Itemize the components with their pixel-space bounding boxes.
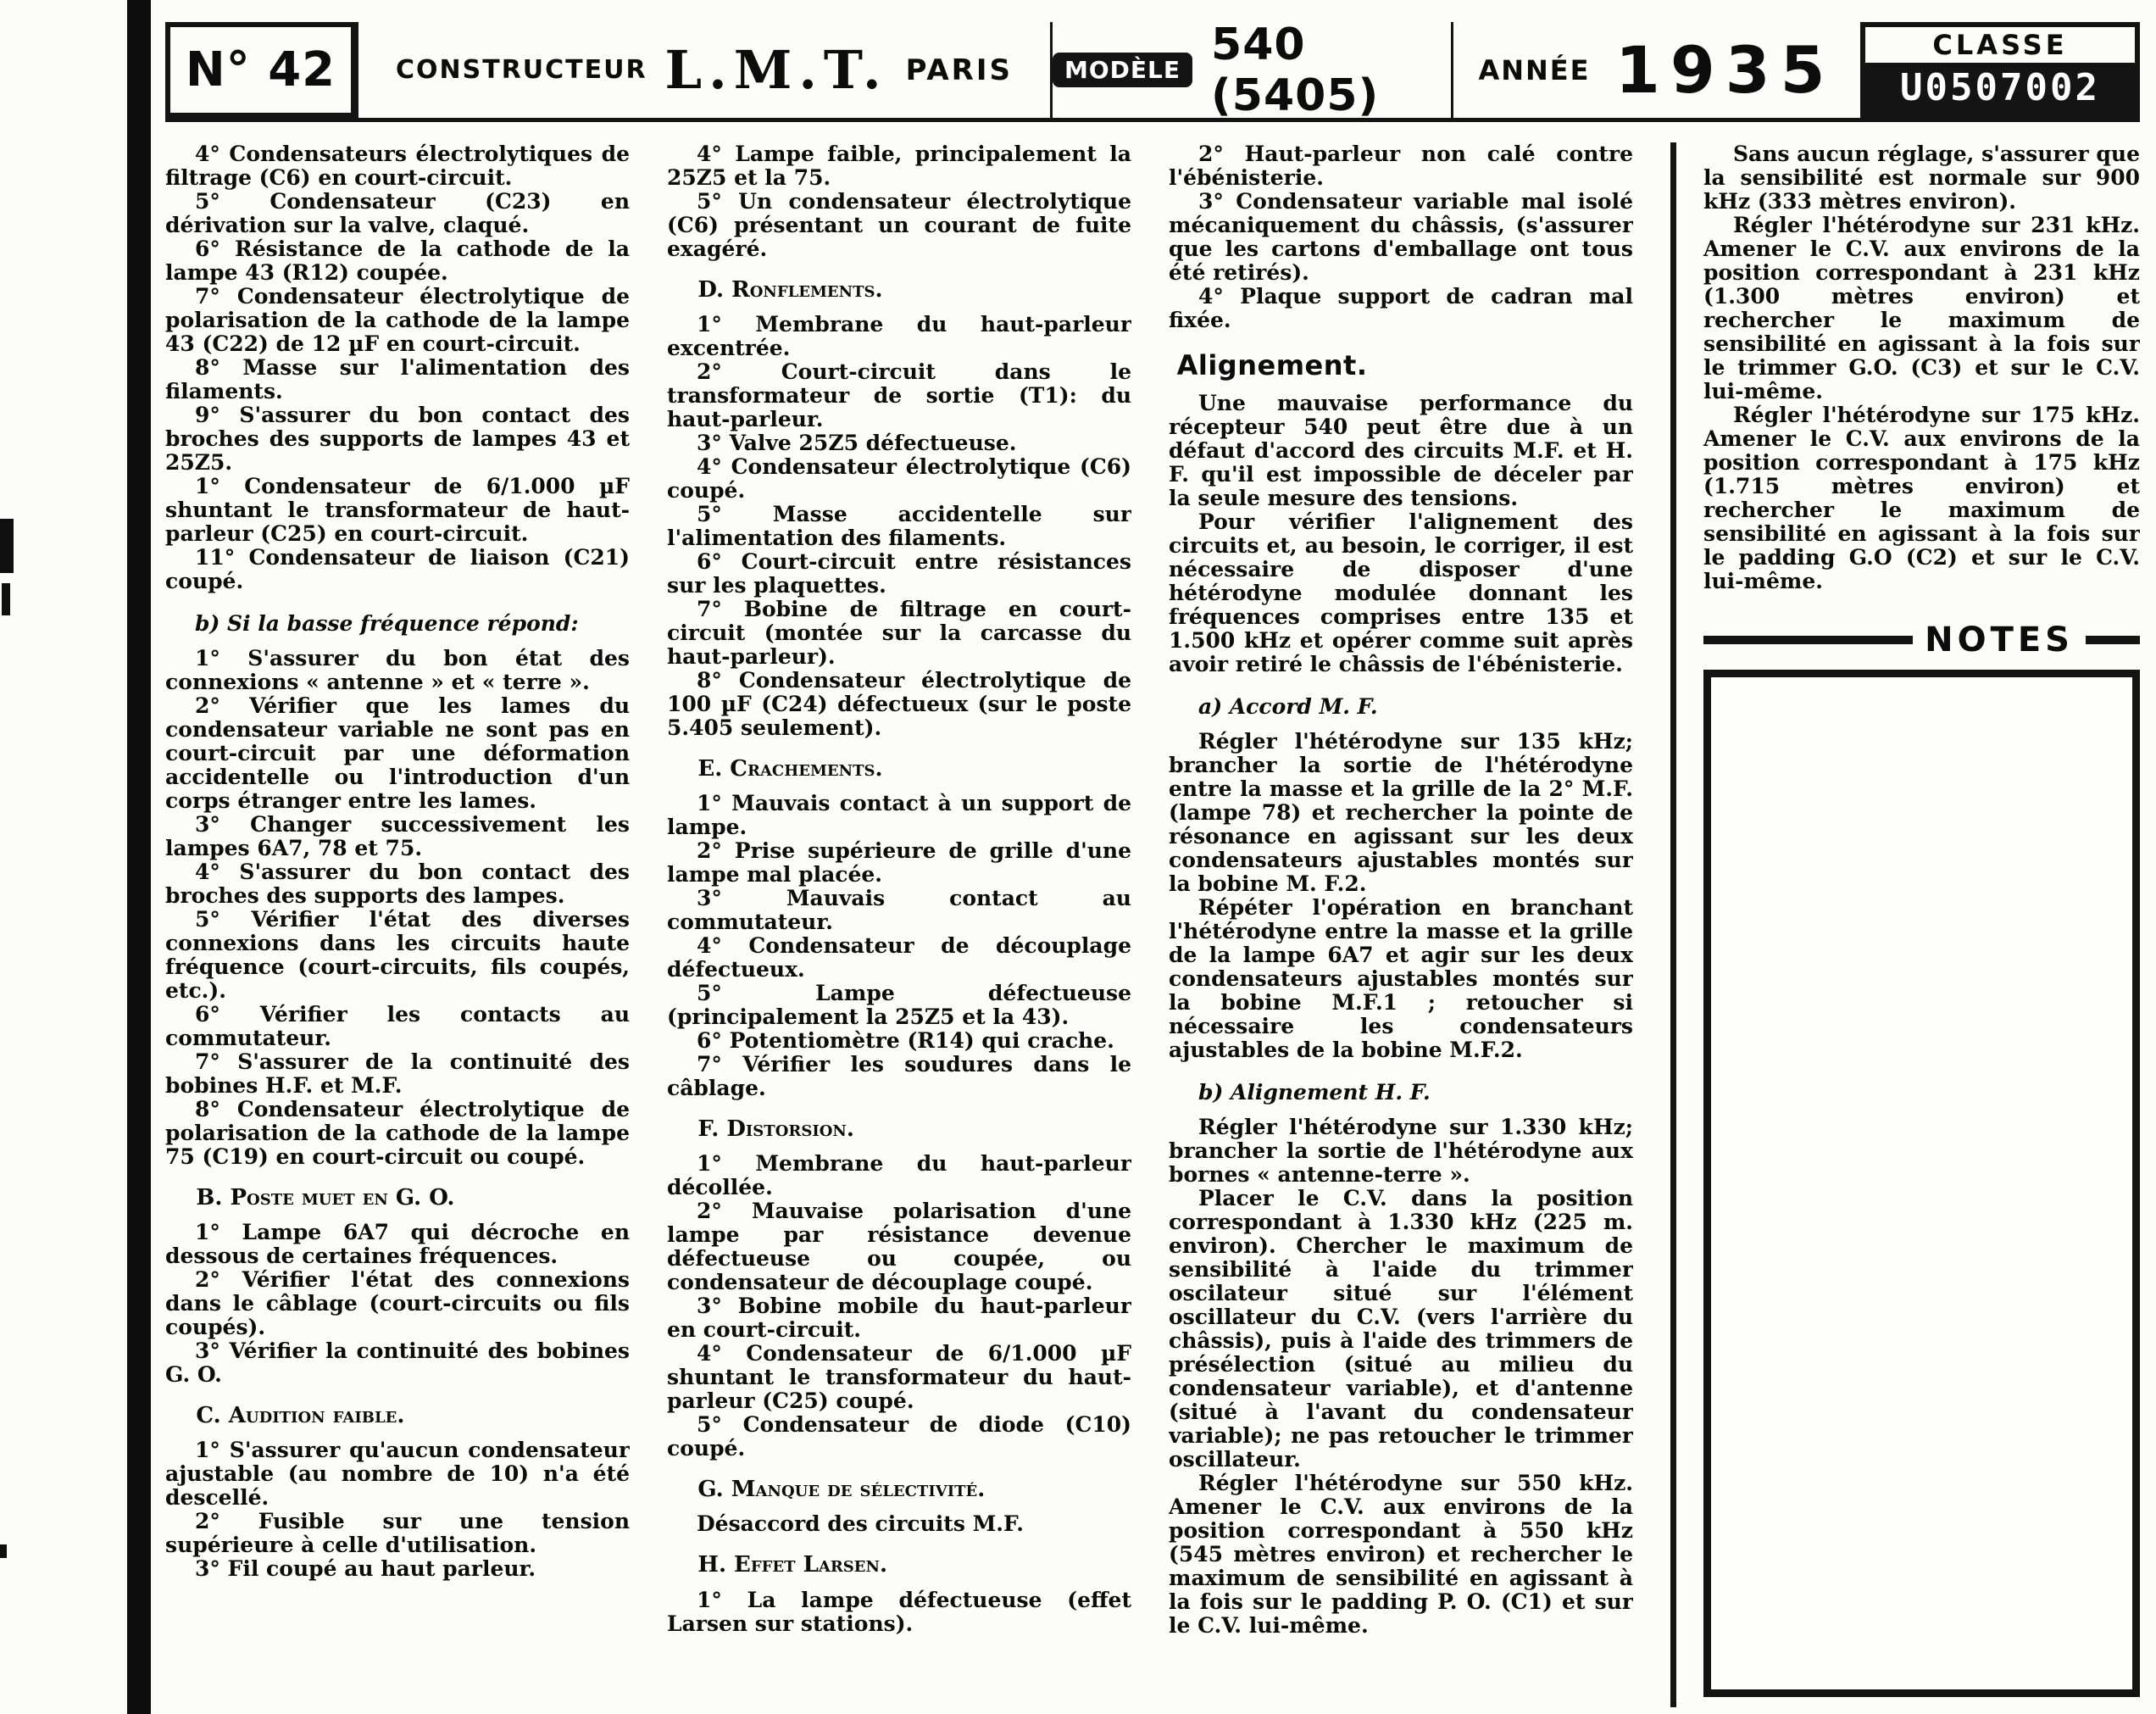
text-paragraph: Placer le C.V. dans la position correspondant à 1.330 kHz (225 m. environ). Chercher le maximum de sensibilité à l'aide du trimmer oscilateur situé sur l'élément oscillateur du C.V. (vers l'arrière du châssis), puis à l'aide des trimmers de présélection (situé au milieu du condensateur variable), et d'antenne (situé à l'avant du condensateur variable); ne pas retoucher le trimmer oscillateur. [1169,1185,1633,1472]
column-4-wrapper [1670,142,2140,1707]
text-item: 4° Condensateur de découplage défectueux. [667,933,1131,982]
page-body [165,142,2140,1707]
column-4 [1703,142,2140,593]
text-item: 5° Un condensateur électrolytique (C6) présentant un courant de fuite exagéré. [667,189,1131,261]
scan-artifact [2,583,10,615]
constructeur-name: L.M.T. [664,39,888,101]
notes-header [1703,620,2140,659]
notes-title: NOTES [1925,620,2074,659]
modele-section [1053,19,1451,121]
text-item: 8° Condensateur électrolytique de 100 µF (C24) défectueux (sur le poste 5.405 seulement). [667,668,1131,741]
text-paragraph: Une mauvaise performance du récepteur 540 peut être due à un défaut d'accord des circuits M.F. et H. F. qu'il est impossible de déceler par la seule mesure des tensions. [1169,390,1633,510]
text-item: Désaccord des circuits M.F. [697,1511,1024,1537]
text-item: 2° Mauvaise polarisation d'une lampe par résistance devenue défectueuse ou coupée, ou condensateur de découplage coupé. [667,1199,1131,1295]
section-heading: C. Audition faible. [196,1403,405,1429]
text-item: 2° Vérifier que les lames du condensateur variable ne sont pas en court-circuit par une déformation accidentelle ou l'introduction d'un corps étranger entre les lames. [165,693,630,813]
text-paragraph: Régler l'hétérodyne sur 1.330 kHz; brancher la sortie de l'hétérodyne aux bornes « antenne-terre ». [1169,1114,1633,1187]
text-item: 3° Fil coupé au haut parleur. [195,1556,536,1582]
annee-value: 1935 [1614,32,1836,108]
text-item: 3° Vérifier la continuité des bobines G. O. [165,1338,630,1388]
section-heading: G. Manque de sélectivité. [697,1477,986,1503]
section-heading: D. Ronflements. [697,277,883,303]
text-item: 1° S'assurer qu'aucun condensateur ajustable (au nombre de 10) n'a été descellé. [165,1438,630,1511]
text-item: 4° S'assurer du bon contact des broches des supports des lampes. [165,860,630,908]
text-paragraph: Régler l'hétérodyne sur 550 kHz. Amener le C.V. aux environs de la position correspondant à 550 kHz (545 mètres environ) et rechercher le maximum de sensibilité en agissant à la fois sur le padding P. O. (C1) et sur le C.V. lui-même. [1169,1470,1633,1638]
text-item: 2° Vérifier l'état des connexions dans le câblage (court-circuits ou fils coupés). [165,1267,630,1340]
text-item: 1° Membrane du haut-parleur décollée. [667,1151,1131,1200]
column-2 [667,142,1131,1707]
notes-box [1703,670,2140,1697]
major-heading: Alignement. [1176,349,1368,381]
constructeur-label: CONSTRUCTEUR [396,55,647,85]
modele-label-tag: MODÈLE [1053,53,1192,87]
text-item: 6° Vérifier les contacts au commutateur. [165,1002,630,1050]
text-item: 3° Mauvais contact au commutateur. [667,886,1131,935]
text-item: 7° Condensateur électrolytique de polarisation de la cathode de la lampe 43 (C22) de 12 µF en court-circuit. [165,284,630,356]
scan-artifact [0,1544,7,1558]
text-item: 7° Bobine de filtrage en court-circuit (montée sur la carcasse du haut-parleur). [667,597,1131,670]
text-item: 3° Condensateur variable mal isolé mécaniquement du châssis, (s'assurer que les cartons d'emballage ont tous été retirés). [1169,189,1633,285]
text-item: 1° Lampe 6A7 qui décroche en dessous de certaines fréquences. [165,1220,630,1269]
text-item: 3° Changer successivement les lampes 6A7, 78 et 75. [165,812,630,860]
header [165,19,2140,122]
text-item: 1° S'assurer du bon état des connexions « antenne » et « terre ». [165,646,630,694]
text-paragraph: Régler l'hétérodyne sur 135 kHz; brancher la sortie de l'hétérodyne entre la masse et la grille de la 2° M.F. (lampe 78) et rechercher la pointe de résonance en agissant sur les deux condensateurs ajustables montés sur la bobine M. F.2. [1169,728,1633,896]
text-item: 4° Condensateur de 6/1.000 µF shuntant le transformateur du haut-parleur (C25) coupé. [667,1341,1131,1414]
text-item: 4° Plaque support de cadran mal fixée. [1169,284,1633,332]
text-item: 5° Condensateur de diode (C10) coupé. [667,1412,1131,1461]
sheet-number-box [165,22,356,118]
scan-left-edge-bar [127,0,151,1714]
text-item: 2° Court-circuit dans le transformateur de sortie (T1): du haut-parleur. [667,359,1131,432]
sub-heading: b) Alignement H. F. [1198,1079,1431,1105]
classe-box [1860,22,2140,118]
text-item: 7° Vérifier les soudures dans le câblage. [667,1052,1131,1101]
text-item: 1° La lampe défectueuse (effet Larsen sur stations). [667,1587,1131,1636]
column-3 [1169,142,1633,1707]
sheet-number: N° 42 [185,42,336,97]
text-paragraph: Pour vérifier l'alignement des circuits et, au besoin, le corriger, il est nécessaire de disposer d'une hétérodyne modulée donnant les fréquences comprises entre 135 et 1.500 kHz et opérer comme suit après avoir retiré le châssis de l'ébénisterie. [1169,509,1633,676]
text-item: 9° S'assurer du bon contact des broches des supports de lampes 43 et 25Z5. [165,403,630,475]
text-item: 1° Condensateur de 6/1.000 µF shuntant le transformateur de haut-parleur (C25) en court-circuit. [165,474,630,546]
text-item: 1° Membrane du haut-parleur excentrée. [667,312,1131,361]
section-heading: H. Effet Larsen. [697,1552,888,1578]
text-item: 2° Haut-parleur non calé contre l'ébénisterie. [1169,142,1633,190]
column-1 [165,142,630,1707]
text-item: 4° Condensateur électrolytique (C6) coupé. [667,454,1131,504]
text-item: 4° Condensateurs électrolytiques de filtrage (C6) en court-circuit. [165,142,630,190]
scan-artifact [0,519,14,573]
section-heading: B. Poste muet en G. O. [196,1185,455,1210]
sub-heading: b) Si la basse fréquence répond: [195,611,579,636]
text-item: 3° Bobine mobile du haut-parleur en court-circuit. [667,1294,1131,1343]
text-item: 3° Valve 25Z5 défectueuse. [697,431,1017,456]
text-item: 6° Potentiomètre (R14) qui crache. [697,1028,1114,1054]
modele-value: 540 (5405) [1211,19,1380,121]
constructeur-city: PARIS [905,53,1013,87]
text-item: 8° Condensateur électrolytique de polarisation de la cathode de la lampe 75 (C19) en court-circuit ou coupé. [165,1097,630,1169]
section-heading: E. Crachements. [697,756,883,782]
text-paragraph: Sans aucun réglage, s'assurer que la sensibilité est normale sur 900 kHz (333 mètres environ). [1703,142,2140,214]
text-item: 8° Masse sur l'alimentation des filaments. [165,355,630,403]
notes-rule-right [2086,636,2140,644]
text-item: 6° Court-circuit entre résistances sur les plaquettes. [667,549,1131,598]
text-item: 5° Lampe défectueuse (principalement la 25Z5 et la 43). [667,981,1131,1030]
text-item: 2° Fusible sur une tension supérieure à celle d'utilisation. [165,1509,630,1558]
text-item: 2° Prise supérieure de grille d'une lampe mal placée. [667,838,1131,888]
text-item: 1° Mauvais contact à un support de lampe. [667,791,1131,840]
annee-label: ANNÉE [1478,53,1591,86]
text-item: 4° Lampe faible, principalement la 25Z5 et la 75. [667,142,1131,190]
annee-section [1453,22,1860,118]
text-item: 5° Masse accidentelle sur l'alimentation des filaments. [667,502,1131,551]
text-item: 7° S'assurer de la continuité des bobines H.F. et M.F. [165,1049,630,1098]
text-paragraph: Répéter l'opération en branchant l'hétérodyne entre la masse et la grille de la lampe 6A7 et agir sur les deux condensateurs ajustables montés sur la bobine M.F.1 ; retoucher si nécessaire les condensateurs ajustables de la bobine M.F.2. [1169,894,1633,1062]
sub-heading: a) Accord M. F. [1198,693,1378,719]
text-item: 5° Condensateur (C23) en dérivation sur la valve, claqué. [165,189,630,237]
classe-label: CLASSE [1932,29,2068,61]
classe-value: U0507002 [1865,63,2135,113]
text-item: 11° Condensateur de liaison (C21) coupé. [165,545,630,593]
text-paragraph: Régler l'hétérodyne sur 231 kHz. Amener le C.V. aux environs de la position correspondant à 231 kHz (1.300 mètres environ) et rechercher le maximum de sensibilité en agissant à la fois sur le trimmer G.O. (C3) et sur le C.V. lui-même. [1703,213,2140,403]
constructeur-section [358,22,1050,118]
text-paragraph: Régler l'hétérodyne sur 175 kHz. Amener le C.V. aux environs de la position correspondant à 175 kHz (1.715 mètres environ) et rechercher le maximum de sensibilité en agissant à la fois sur le padding G.O (C2) et sur le C.V. lui-même. [1703,403,2140,593]
text-item: 6° Résistance de la cathode de la lampe 43 (R12) coupée. [165,237,630,285]
text-item: 5° Vérifier l'état des diverses connexions dans les circuits haute fréquence (court-circuits, fils coupés, etc.). [165,907,630,1003]
notes-rule-left [1703,636,1913,644]
section-heading: F. Distorsion. [697,1116,854,1143]
